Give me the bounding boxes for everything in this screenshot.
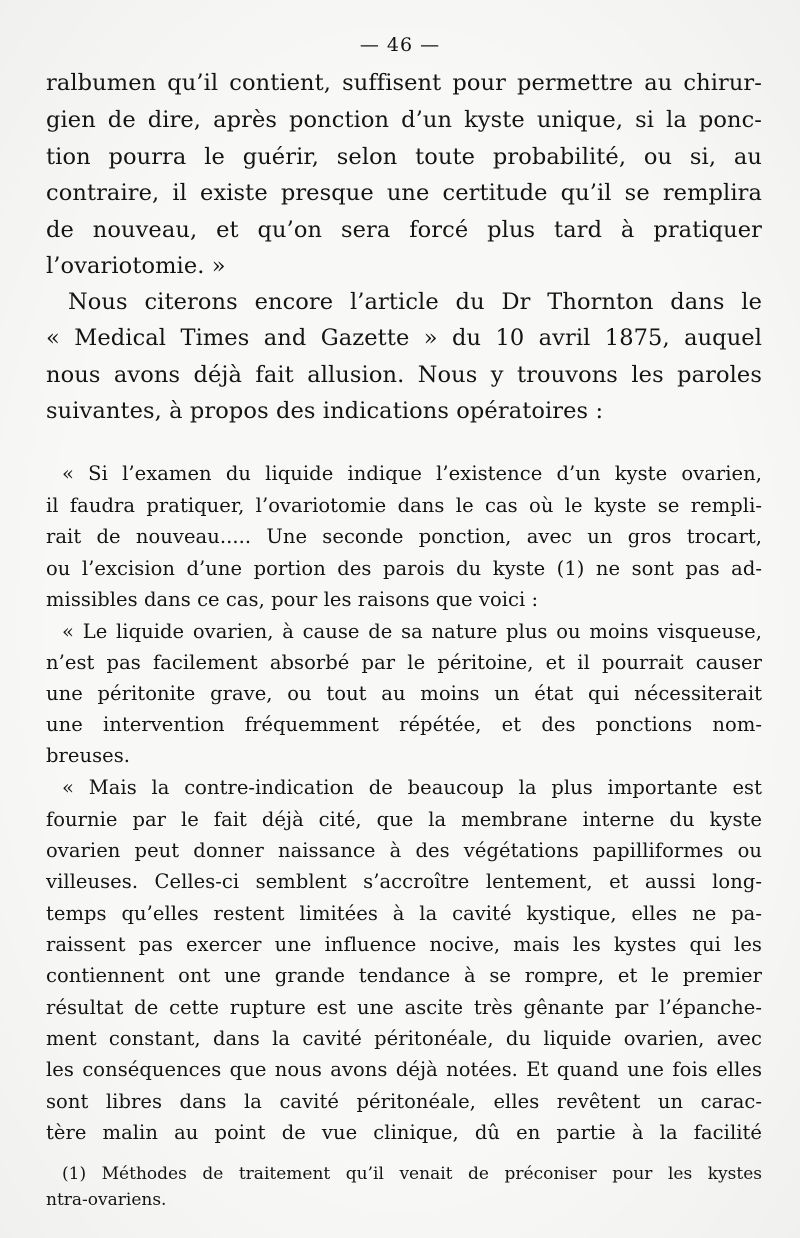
text-line: « Medical Times and Gazette » du 10 avril 1875, auquel [46,325,762,351]
text-line: de nouveau, et qu’on sera forcé plus tard à pratiquer [46,217,762,243]
text-line: rait de nouveau..... Une seconde ponction, avec un gros trocart, [46,525,762,548]
text-line: ment constant, dans la cavité péritonéale, du liquide ovarien, avec [46,1027,762,1050]
text-line: suivantes, à propos des indications opératoires : [46,398,604,424]
text-line: gien de dire, après ponction d’un kyste unique, si la ponc- [46,107,762,133]
text-line: contraire, il existe presque une certitude qu’il se remplira [46,180,762,206]
text-line: résultat de cette rupture est une ascite très gênante par l’épanche- [46,996,762,1019]
text-line: villeuses. Celles-ci semblent s’accroître lentement, et aussi long- [46,870,762,893]
text-line: une péritonite grave, ou tout au moins un état qui nécessiterait [46,682,762,705]
text-line: Nous citerons encore l’article du Dr Thornton dans le [68,289,762,315]
text-line: n’est pas facilement absorbé par le péritoine, et il pourrait causer [46,651,762,674]
text-line: ovarien peut donner naissance à des végétations papilliformes ou [46,839,762,862]
text-line: tère malin au point de vue clinique, dû en partie à la facilité [46,1121,762,1144]
text-line: contiennent ont une grande tendance à se rompre, et le premier [46,964,762,987]
text-line: il faudra pratiquer, l’ovariotomie dans le cas où le kyste se rempli- [46,494,762,517]
text-line: les conséquences que nous avons déjà notées. Et quand une fois elles [46,1058,762,1081]
text-line: une intervention fréquemment répétée, et des ponctions nom- [46,713,762,736]
text-line: temps qu’elles restent limitées à la cavité kystique, elles ne pa- [46,902,762,925]
footnote-line: ntra-ovariens. [46,1190,167,1210]
page-number: — 46 — [359,34,441,56]
text-line: fournie par le fait déjà cité, que la membrane interne du kyste [46,808,762,831]
text-line: l’ovariotomie. » [46,253,226,279]
text-line: sont libres dans la cavité péritonéale, elles revêtent un carac- [46,1090,762,1113]
text-line: « Le liquide ovarien, à cause de sa nature plus ou moins visqueuse, [62,620,762,643]
text-line: missibles dans ce cas, pour les raisons que voici : [46,588,539,611]
text-line: « Mais la contre-indication de beaucoup la plus importante est [62,776,762,799]
text-line: breuses. [46,744,131,767]
text-line: « Si l’examen du liquide indique l’existence d’un kyste ovarien, [62,462,762,485]
text-line: nous avons déjà fait allusion. Nous y trouvons les paroles [46,362,762,388]
footnote-line: (1) Méthodes de traitement qu’il venait de préconiser pour les kystes [62,1164,762,1184]
text-line: tion pourra le guérir, selon toute probabilité, ou si, au [46,144,762,170]
text-line: ralbumen qu’il contient, suffisent pour permettre au chirur- [46,70,762,96]
text-line: raissent pas exercer une influence nocive, mais les kystes qui les [46,933,762,956]
text-line: ou l’excision d’une portion des parois du kyste (1) ne sont pas ad- [46,557,762,580]
